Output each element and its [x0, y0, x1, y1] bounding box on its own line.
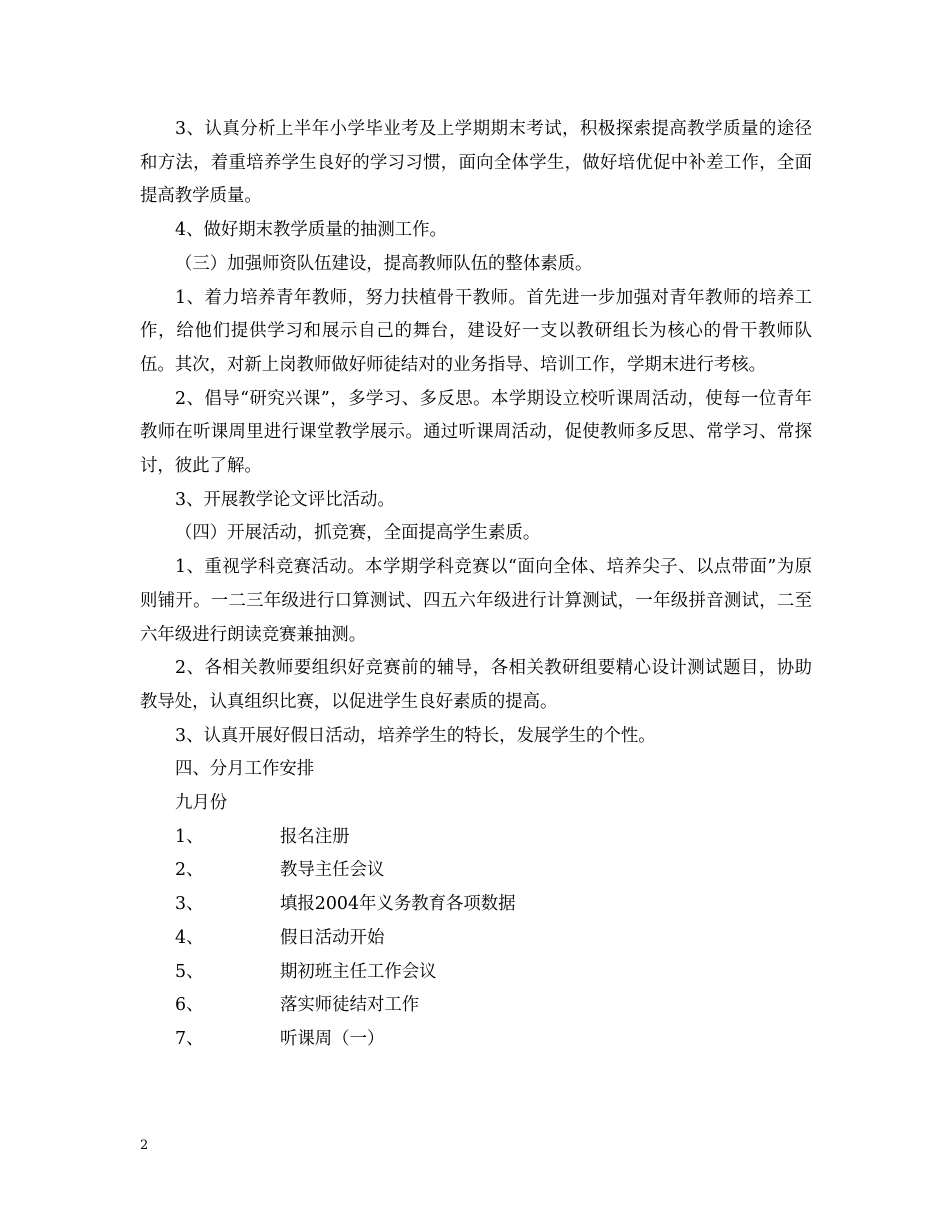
section-heading-student-activities: （四）开展活动，抓竞赛，全面提高学生素质。 — [175, 523, 541, 544]
section-heading-teacher-team: （三）加强师资队伍建设，提高教师队伍的整体素质。 — [175, 253, 593, 274]
list-item — [140, 854, 812, 888]
list-item — [140, 956, 812, 990]
list-item-text: 报名注册 — [280, 826, 350, 847]
list-item-text: 期初班主任工作会议 — [280, 961, 437, 982]
september-task-list — [140, 821, 812, 1057]
paragraph-final-exam-sampling: 4、做好期末教学质量的抽测工作。 — [175, 220, 447, 241]
page-number: 2 — [140, 1138, 149, 1153]
list-item-number: 4、 — [175, 927, 204, 948]
paragraph-young-teachers: 1、着力培养青年教师，努力扶植骨干教师。首先进一步加强对青年教师的培养工作，给他们提供学习和展示自己的舞台，建设好一支以教研组长为核心的骨干教师队伍。其次，对新上岗教师做好师徒结对的业务指导、培训工作，学期末进行考核。 — [140, 287, 812, 375]
paragraph-subject-competitions: 1、重视学科竞赛活动。本学期学科竞赛以“面向全体、培养尖子、以点带面”为原则铺开。一二三年级进行口算测试、四五六年级进行计算测试，一年级拼音测试，二至六年级进行朗读竞赛兼抽测。 — [140, 557, 812, 645]
list-item-text: 落实师徒结对工作 — [280, 995, 420, 1016]
list-item — [140, 989, 812, 1023]
paragraph-paper-competition: 3、开展教学论文评比活动。 — [175, 489, 395, 510]
paragraph-competition-coaching: 2、各相关教师要组织好竞赛前的辅导，各相关教研组要精心设计测试题目，协助教导处，认真组织比赛，以促进学生良好素质的提高。 — [140, 658, 812, 712]
list-item — [140, 821, 812, 855]
list-item-number: 6、 — [175, 995, 204, 1016]
list-item-text: 教导主任会议 — [280, 860, 385, 881]
list-item-text: 填报2004年义务教育各项数据 — [280, 894, 516, 915]
list-item-number: 2、 — [175, 860, 204, 881]
paragraph-teaching-quality-analysis: 3、认真分析上半年小学毕业考及上学期期末考试，积极探索提高教学质量的途径和方法，着重培养学生良好的学习习惯，面向全体学生，做好培优促中补差工作，全面提高教学质量。 — [140, 119, 812, 207]
list-item-text: 听课周（一） — [280, 1028, 385, 1049]
list-item — [140, 1023, 812, 1057]
list-item-text: 假日活动开始 — [280, 927, 385, 948]
list-item-number: 1、 — [175, 826, 204, 847]
list-item — [140, 922, 812, 956]
list-item-number: 3、 — [175, 894, 204, 915]
list-item-number: 5、 — [175, 961, 204, 982]
list-item — [140, 888, 812, 922]
list-item-number: 7、 — [175, 1028, 204, 1049]
section-heading-monthly-schedule: 四、分月工作安排 — [175, 759, 315, 780]
paragraph-holiday-activities: 3、认真开展好假日活动，培养学生的特长，发展学生的个性。 — [175, 725, 656, 746]
paragraph-research-lessons: 2、倡导“研究兴课”，多学习、多反思。本学期设立校听课周活动，使每一位青年教师在听课周里进行课堂教学展示。通过听课周活动，促使教师多反思、常学习、常探讨，彼此了解。 — [140, 388, 812, 477]
document-body — [140, 113, 812, 1057]
month-heading-september: 九月份 — [175, 793, 228, 814]
